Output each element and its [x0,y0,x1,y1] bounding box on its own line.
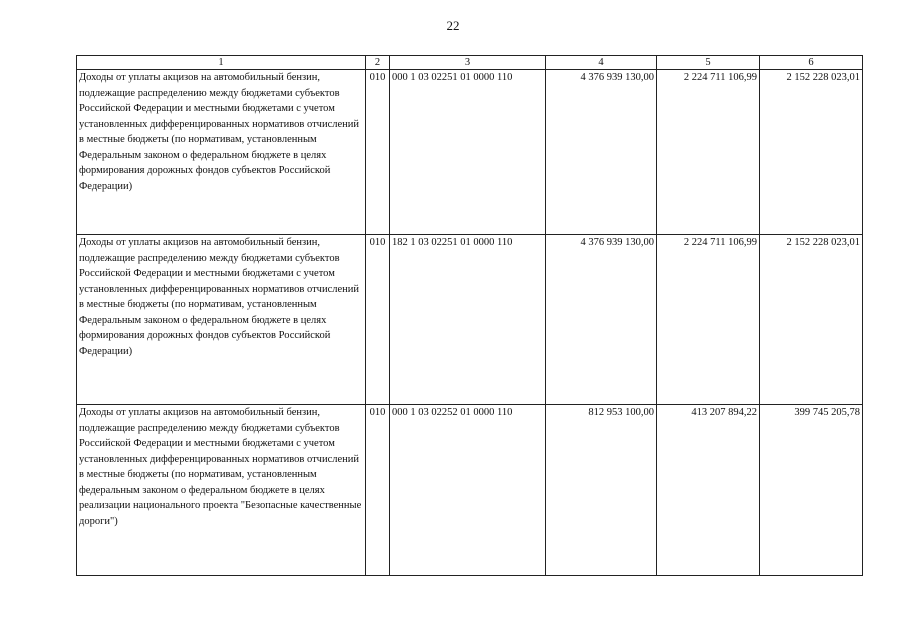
table-header-row [77,56,863,70]
revenue-table [76,55,863,576]
amount-col4-cell: 4 376 939 130,00 [546,235,657,405]
column-header-6: 6 [760,56,863,70]
table-row [77,235,863,405]
table-row [77,70,863,235]
budget-code-cell: 000 1 03 02251 01 0000 110 [390,70,546,235]
budget-code-cell: 182 1 03 02251 01 0000 110 [390,235,546,405]
amount-col5-cell: 413 207 894,22 [657,405,760,576]
admin-code-cell: 010 [366,70,390,235]
amount-col5-cell: 2 224 711 106,99 [657,70,760,235]
amount-col6-cell: 2 152 228 023,01 [760,235,863,405]
column-header-3: 3 [390,56,546,70]
amount-col6-cell: 399 745 205,78 [760,405,863,576]
amount-col4-cell: 4 376 939 130,00 [546,70,657,235]
column-header-5: 5 [657,56,760,70]
column-header-4: 4 [546,56,657,70]
revenue-name-cell: Доходы от уплаты акцизов на автомобильный бензин, подлежащие распределению между бюджетами субъектов Российской Федерации и местными бюджетами с учетом установленных дифференцированных нормативов отчислений в местные бюджеты (по нормативам, установленным Федеральным законом о федеральном бюджете в целях формирования дорожных фондов субъектов Российской Федерации) [77,70,366,235]
column-header-2: 2 [366,56,390,70]
revenue-name-cell: Доходы от уплаты акцизов на автомобильный бензин, подлежащие распределению между бюджетами субъектов Российской Федерации и местными бюджетами с учетом установленных дифференцированных нормативов отчислений в местные бюджеты (по нормативам, установленным федеральным законом о федеральном бюджете в целях реализации национального проекта "Безопасные качественные дороги") [77,405,366,576]
amount-col6-cell: 2 152 228 023,01 [760,70,863,235]
column-header-1: 1 [77,56,366,70]
revenue-name-cell: Доходы от уплаты акцизов на автомобильный бензин, подлежащие распределению между бюджетами субъектов Российской Федерации и местными бюджетами с учетом установленных дифференцированных нормативов отчислений в местные бюджеты (по нормативам, установленным Федеральным законом о федеральном бюджете в целях формирования дорожных фондов субъектов Российской Федерации) [77,235,366,405]
admin-code-cell: 010 [366,405,390,576]
admin-code-cell: 010 [366,235,390,405]
amount-col4-cell: 812 953 100,00 [546,405,657,576]
table-row [77,405,863,576]
amount-col5-cell: 2 224 711 106,99 [657,235,760,405]
page-number: 22 [446,18,460,33]
budget-code-cell: 000 1 03 02252 01 0000 110 [390,405,546,576]
